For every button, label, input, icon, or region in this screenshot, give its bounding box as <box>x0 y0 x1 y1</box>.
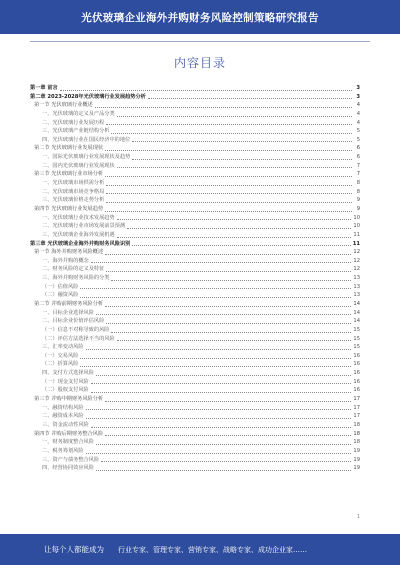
toc-entry-title: 四、支付方式选择风险 <box>42 370 94 377</box>
toc-entry[interactable] <box>30 127 360 136</box>
dot-leader <box>105 254 351 255</box>
toc-entry[interactable] <box>30 404 360 413</box>
toc-entry[interactable] <box>30 231 360 240</box>
toc-entry-title: 二、光伏玻璃行业发展历程 <box>42 119 105 126</box>
dot-leader <box>106 202 352 203</box>
toc-entry-page: 17 <box>353 404 360 411</box>
toc-entry-page: 15 <box>353 335 360 342</box>
toc-entry-title: 第四节 并购后期财务整合风险 <box>34 430 104 437</box>
toc-entry[interactable] <box>30 162 360 171</box>
toc-entry-page: 19 <box>353 456 360 463</box>
toc-entry-page: 12 <box>353 257 360 264</box>
toc-entry-title: 二、财务风险的定义及特征 <box>42 266 105 273</box>
toc-entry-title: 四、光伏玻璃行业在国民经济中的地位 <box>42 136 131 143</box>
dot-leader <box>117 219 352 220</box>
toc-entry-title: 一、融资结构风险 <box>42 404 84 411</box>
toc-entry-page: 15 <box>353 326 360 333</box>
toc-entry-title: 一、光伏玻璃行业技术发展趋势 <box>42 214 115 221</box>
toc-entry-page: 7 <box>356 171 360 178</box>
dot-leader <box>86 349 352 350</box>
toc-entry-page: 10 <box>353 214 360 221</box>
dot-leader <box>96 314 352 315</box>
toc-entry-page: 17 <box>353 396 360 403</box>
dot-leader <box>86 409 352 410</box>
toc-entry-page: 13 <box>353 283 360 290</box>
toc-entry[interactable] <box>30 205 360 214</box>
toc-entry-title: 三、汇率变动风险 <box>42 344 84 351</box>
toc-entry[interactable] <box>30 101 360 110</box>
toc-entry-title: （二）融资风险 <box>42 292 79 299</box>
toc-entry-title: 第一章 前言 <box>30 84 58 91</box>
toc-entry[interactable] <box>30 317 360 326</box>
toc-entry[interactable] <box>30 119 360 128</box>
toc-entry-title: （二）股权支付风险 <box>42 387 89 394</box>
dot-leader <box>101 461 351 462</box>
toc-entry-title: 二、国内光伏玻璃行业发展现状 <box>42 162 115 169</box>
toc-entry-title: 二、光伏玻璃市场竞争格局 <box>42 188 105 195</box>
toc-entry[interactable] <box>30 438 360 447</box>
dot-leader <box>111 133 352 134</box>
toc-entry[interactable] <box>30 343 360 352</box>
toc-entry-title: （二）折算风险 <box>42 361 79 368</box>
toc-entry-page: 11 <box>353 231 360 238</box>
toc-entry[interactable] <box>30 309 360 318</box>
toc-entry[interactable] <box>30 93 360 102</box>
dot-leader <box>132 245 350 246</box>
dot-leader <box>86 453 352 454</box>
toc-entry-page: 12 <box>353 249 360 256</box>
dot-leader <box>95 107 352 108</box>
toc-entry-page: 4 <box>356 119 360 126</box>
toc-entry-title: （一）交易风险 <box>42 352 79 359</box>
toc-entry-page: 7 <box>356 162 360 169</box>
toc-entry-title: 第三章 光伏玻璃企业海外并购财务风险识别 <box>30 240 131 247</box>
toc-entry[interactable] <box>30 447 360 456</box>
report-footer <box>0 534 400 565</box>
toc-title: 内容目录 <box>173 56 226 70</box>
dot-leader <box>91 262 352 263</box>
toc-entry-page: 12 <box>353 266 360 273</box>
dot-leader <box>106 193 352 194</box>
toc-entry-page: 16 <box>353 378 360 385</box>
toc-entry-page: 14 <box>353 309 360 316</box>
toc-entry[interactable] <box>30 421 360 430</box>
toc-entry[interactable] <box>30 265 360 274</box>
toc-entry-page: 13 <box>353 275 360 282</box>
toc-entry-page: 14 <box>353 318 360 325</box>
dot-leader <box>106 271 351 272</box>
toc-entry[interactable] <box>30 144 360 153</box>
dot-leader <box>80 358 351 359</box>
toc-entry-page: 19 <box>353 447 360 454</box>
page-number: 1 <box>356 514 360 520</box>
toc-entry[interactable] <box>30 291 360 300</box>
dot-leader <box>105 176 352 177</box>
toc-entry-page: 14 <box>353 301 360 307</box>
toc-entry-title: 第二节 光伏玻璃行业发展现状 <box>34 145 104 152</box>
dot-leader <box>60 90 352 91</box>
toc-entry[interactable] <box>30 170 360 179</box>
dot-leader <box>106 124 352 125</box>
toc-entry-title: 三、海外并购财务风险的分类 <box>42 275 110 282</box>
toc-entry-page: 6 <box>356 145 360 152</box>
toc-entry-title: 三、光伏玻璃企业海外发展机遇 <box>42 231 115 238</box>
toc-entry-title: 一、海外并购的概念 <box>42 257 89 264</box>
toc-entry-title: （一）估值风险 <box>42 283 79 290</box>
toc-entry-page: 18 <box>353 421 360 428</box>
toc-entry-page: 5 <box>356 128 360 135</box>
dot-leader <box>96 444 352 445</box>
toc-entry-title: 一、目标企业选择风险 <box>42 309 94 316</box>
toc-entry-title: 二、光伏玻璃行业市场发展前景预测 <box>42 223 126 230</box>
toc-entry-page: 19 <box>353 465 360 472</box>
dot-leader <box>80 297 351 298</box>
dot-leader <box>148 98 352 99</box>
toc-entry[interactable] <box>30 84 360 93</box>
toc-entry-page: 5 <box>356 136 360 143</box>
dot-leader <box>80 288 351 289</box>
toc-entry[interactable] <box>30 196 360 205</box>
dot-leader <box>106 323 351 324</box>
toc-entry-title: 第三节 光伏玻璃行业市场分析 <box>34 171 104 178</box>
toc-entry[interactable] <box>30 153 360 162</box>
dot-leader <box>106 185 352 186</box>
toc-entry-page: 15 <box>353 344 360 351</box>
dot-leader <box>91 392 352 393</box>
toc-entry-page: 11 <box>352 240 360 247</box>
dot-leader <box>96 470 352 471</box>
toc-entry[interactable] <box>30 395 360 404</box>
toc-entry[interactable] <box>30 430 360 439</box>
toc-entry-page: 16 <box>353 370 360 377</box>
toc-entry-title: 三、光伏玻璃价格走势分析 <box>42 197 105 204</box>
toc-entry[interactable] <box>30 326 360 335</box>
dot-leader <box>86 418 352 419</box>
toc-entry-title: （二）评估方法选择不当的风险 <box>42 335 115 342</box>
dot-leader <box>117 340 352 341</box>
toc-entry-title: 一、光伏玻璃市场供需分析 <box>42 180 105 187</box>
footer-tags: 行业专家、管理专家、营销专家、战略专家、成功企业家…… <box>118 545 307 554</box>
toc-entry[interactable] <box>30 361 360 370</box>
toc-entry[interactable] <box>30 300 360 309</box>
toc-entry-title: 第一节 海外并购财务风险概述 <box>34 249 104 256</box>
toc-entry-page: 10 <box>353 223 360 230</box>
dot-leader <box>91 383 352 384</box>
toc-entry-title: 二、目标企业价值评估风险 <box>42 318 105 325</box>
dot-leader <box>111 332 351 333</box>
toc-entry-page: 16 <box>353 352 360 359</box>
dot-leader <box>80 366 351 367</box>
dot-leader <box>132 141 352 142</box>
toc-entry[interactable] <box>30 257 360 266</box>
dot-leader <box>105 150 352 151</box>
toc-entry-page: 3 <box>356 84 360 91</box>
toc-entry-title: （一）现金支付风险 <box>42 378 89 385</box>
toc-entry[interactable] <box>30 386 360 395</box>
toc-entry-page: 18 <box>353 430 360 437</box>
toc-entry[interactable] <box>30 214 360 223</box>
toc-entry-page: 6 <box>356 154 360 161</box>
toc-entry-title: 三、光伏玻璃产业链结构分析 <box>42 128 110 135</box>
toc-entry-title: 三、资产与债务整合风险 <box>42 456 100 463</box>
toc-entry[interactable] <box>30 412 360 421</box>
toc-entry-title: 二、税务筹划风险 <box>42 447 84 454</box>
footer-slogan: 让每个人都能成为 <box>44 545 104 554</box>
dot-leader <box>132 159 352 160</box>
toc-entry-page: 9 <box>356 205 360 212</box>
toc-entry-page: 9 <box>356 197 360 204</box>
toc-entry-title: 四、经营协同效应风险 <box>42 465 94 472</box>
toc-entry[interactable] <box>30 335 360 344</box>
dot-leader <box>96 375 352 376</box>
toc-entry-page: 4 <box>356 102 360 109</box>
toc-entry-page: 18 <box>353 439 360 446</box>
dot-leader <box>91 427 352 428</box>
dot-leader <box>105 211 352 212</box>
dot-leader <box>111 280 351 281</box>
toc-entry-title: 一、光伏玻璃的定义及产品分类 <box>42 110 115 117</box>
toc-entry[interactable] <box>30 274 360 283</box>
toc-entry-title: 二、融资成本风险 <box>42 413 84 420</box>
toc-entry[interactable] <box>30 222 360 231</box>
toc-entry-title: 第一节 光伏玻璃行业概述 <box>34 102 93 109</box>
header-divider <box>30 41 370 42</box>
toc-entry[interactable] <box>30 240 360 249</box>
toc-entry-title: 一、财务制度整合风险 <box>42 439 94 446</box>
dot-leader <box>105 435 351 436</box>
toc-entry-page: 13 <box>353 292 360 299</box>
table-of-contents <box>30 84 360 473</box>
toc-entry[interactable] <box>30 283 360 292</box>
dot-leader <box>117 167 352 168</box>
toc-entry-title: 一、国际光伏玻璃行业发展现状及趋势 <box>42 154 131 161</box>
toc-entry-page: 8 <box>356 188 360 195</box>
toc-entry[interactable] <box>30 136 360 145</box>
toc-entry[interactable] <box>30 179 360 188</box>
dot-leader <box>127 228 351 229</box>
report-header <box>0 0 400 34</box>
toc-entry[interactable] <box>30 248 360 257</box>
toc-entry-title: 三、资金流动性风险 <box>42 421 89 428</box>
toc-entry-page: 4 <box>356 110 360 117</box>
toc-entry[interactable] <box>30 110 360 119</box>
toc-entry[interactable] <box>30 464 360 473</box>
toc-entry[interactable] <box>30 369 360 378</box>
toc-entry[interactable] <box>30 188 360 197</box>
toc-entry-title: 第四节 光伏玻璃行业发展趋势 <box>34 205 104 212</box>
toc-entry-title: 第二节 并购前期财务风险分析 <box>34 301 104 307</box>
report-title: 光伏玻璃企业海外并购财务风险控制策略研究报告 <box>81 11 319 24</box>
toc-entry-page: 16 <box>353 387 360 394</box>
toc-entry[interactable] <box>30 352 360 361</box>
dot-leader <box>117 116 352 117</box>
toc-entry-page: 16 <box>353 361 360 368</box>
toc-entry-title: （一）信息不对称导致的风险 <box>42 326 110 333</box>
toc-entry-title: 第三节 并购中期财务风险分析 <box>34 396 104 403</box>
toc-entry-page: 17 <box>353 413 360 420</box>
toc-entry-page: 3 <box>356 93 360 100</box>
toc-entry-title: 第二章 2023-2028年光伏玻璃行业发展趋势分析 <box>30 93 146 100</box>
toc-entry-page: 8 <box>356 180 360 187</box>
toc-entry[interactable] <box>30 378 360 387</box>
dot-leader <box>105 306 351 307</box>
toc-entry[interactable] <box>30 456 360 465</box>
dot-leader <box>105 401 351 402</box>
dot-leader <box>117 237 352 238</box>
